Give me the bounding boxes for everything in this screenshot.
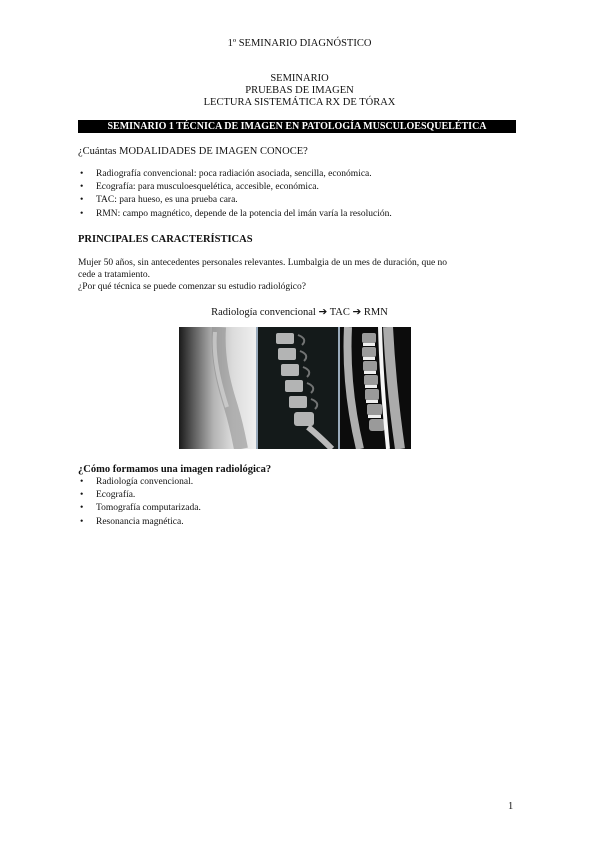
- case-line-2: cede a tratamiento.: [78, 270, 151, 280]
- list-item: • Tomografía computarizada.: [78, 502, 201, 515]
- title-line-3: LECTURA SISTEMÁTICA RX DE TÓRAX: [203, 97, 396, 108]
- list-item: • RMN: campo magnético, depende de la potencia del imán varía la resolución.: [78, 208, 392, 221]
- bullet-icon: •: [80, 195, 84, 206]
- arrow-right-icon: ➔: [352, 306, 362, 318]
- case-question: ¿Por qué técnica se puede comenzar su estudio radiológico?: [78, 282, 306, 292]
- modalities-list: [78, 168, 392, 221]
- modalities-question: ¿Cuántas MODALIDADES DE IMAGEN CONOCE?: [78, 146, 308, 157]
- list-item: • TAC: para hueso, es una prueba cara.: [78, 194, 392, 207]
- bullet-icon: •: [80, 182, 84, 193]
- list-item: • Radiología convencional.: [78, 476, 201, 489]
- bullet-icon: •: [80, 169, 84, 179]
- mri-image: [338, 327, 411, 449]
- title-line-2: PRUEBAS DE IMAGEN: [245, 85, 354, 96]
- list-item: • Ecografía: para musculoesquelética, accesible, económica.: [78, 181, 392, 194]
- spine-imaging-figure: [179, 327, 411, 449]
- formation-list: [78, 476, 201, 529]
- bullet-icon: •: [80, 208, 84, 219]
- list-item: • Ecografía.: [78, 489, 201, 502]
- bullet-icon: •: [80, 503, 84, 514]
- section-heading: PRINCIPALES CARACTERÍSTICAS: [78, 234, 253, 245]
- list-item: • Resonancia magnética.: [78, 516, 201, 529]
- bullet-icon: •: [80, 490, 84, 501]
- list-item: • Radiografía convencional: poca radiación asociada, sencilla, económica.: [78, 168, 392, 181]
- title-line-1: SEMINARIO: [270, 73, 329, 84]
- ct-image: [256, 327, 339, 449]
- page-number: 1: [508, 801, 514, 812]
- arrow-right-icon: ➔: [318, 306, 328, 318]
- bullet-icon: •: [80, 477, 84, 487]
- technique-sequence: Radiología convencional ➔ TAC ➔ RMN: [211, 306, 388, 318]
- case-line-1: Mujer 50 años, sin antecedentes personales relevantes. Lumbalgia de un mes de duración, que no: [78, 258, 448, 268]
- bullet-icon: •: [80, 516, 84, 527]
- xray-image: [179, 327, 256, 449]
- formation-question: ¿Cómo formamos una imagen radiológica?: [78, 464, 272, 475]
- seminar-banner: SEMINARIO 1 TÉCNICA DE IMAGEN EN PATOLOGÍA MUSCULOESQUELÉTICA: [78, 120, 516, 133]
- document-header-title: 1º SEMINARIO DIAGNÓSTICO: [227, 38, 372, 49]
